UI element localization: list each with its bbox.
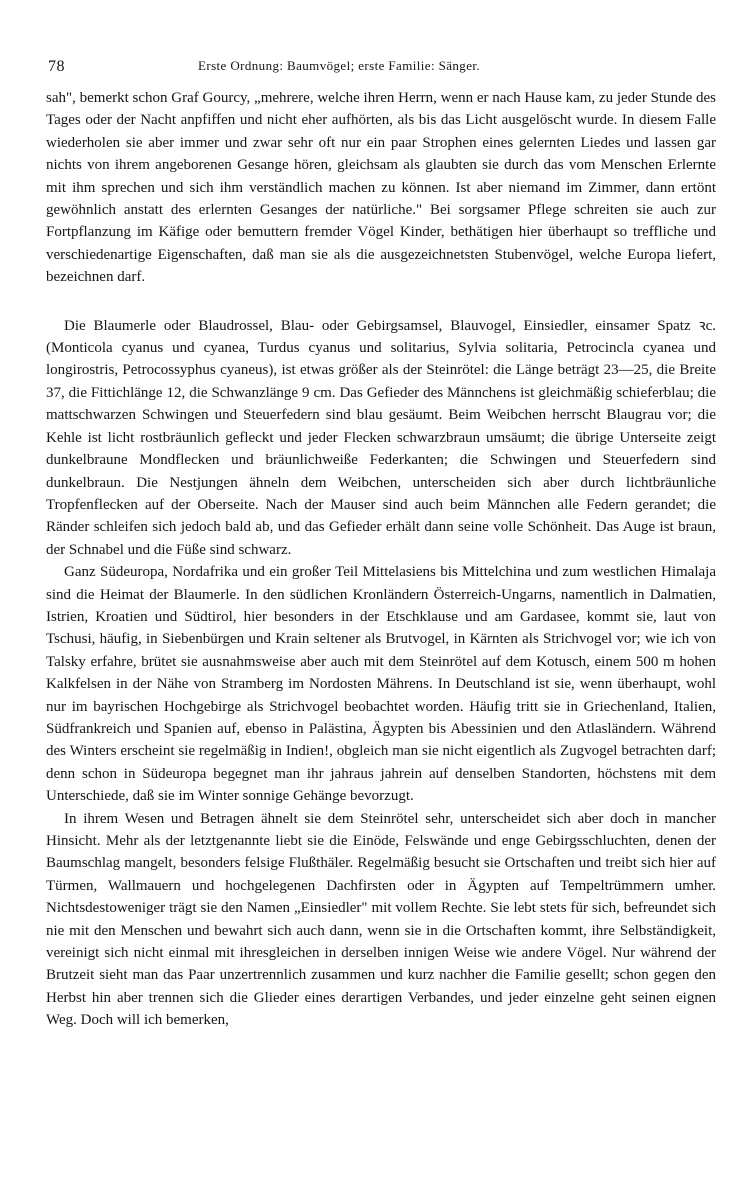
paragraph-gap <box>46 289 716 315</box>
page-header <box>48 58 712 82</box>
paragraph-blaumerle-description: Die Blaumerle oder Blaudrossel, Blau- oder Gebirgsamsel, Blauvogel, Einsiedler, einsamer Spatz ꝛc. (Monticola cyanus und cyanea, Turdus cyanus und solitarius, Sylvia solitaria, Petrocincla cyanea und longirostris, Petrocossyphus cyaneus), ist etwas größer als der Steinrötel: die Länge beträgt 23—25, die Breite 37, die Fittichlänge 12, die Schwanzlänge 9 cm. Das Gefieder des Männchens ist gleichmäßig schieferblau; die mattschwarzen Schwingen und Steuerfedern sind blau gesäumt. Beim Weibchen herrscht Blaugrau vor; die Kehle ist licht rostbräunlich gefleckt und jeder Flecken schwarzbraun umsäumt; die übrige Unterseite zeigt dunkelbraune Mondflecken und bräunlichweiße Federkanten; die Schwingen und Steuerfedern sind dunkelbraun. Die Nestjungen ähneln dem Weibchen, unterscheiden sich aber durch lichtbräunliche Tropfenflecken auf der Oberseite. Nach der Mauser sind auch beim Männchen alle Federn gerandet; die Ränder schleifen sich jedoch bald ab, und das Gefieder erhält dann seine volle Schönheit. Das Auge ist braun, der Schnabel und die Füße sind schwarz. <box>46 317 716 558</box>
page-number: 78 <box>48 58 65 75</box>
paragraph-continuation: sah", bemerkt schon Graf Gourcy, „mehrere, welche ihren Herrn, wenn er nach Hause kam, zu jeder Stunde des Tages oder der Nacht anpfiffen und nicht eher aufhörten, als bis das Licht ausgelöscht wurde. In diesem Falle wiederholen sie aber immer und zwar sehr oft nur ein paar Strophen eines gelernten Liedes und lassen gar nichts von ihrem angeborenen Gesange hören, gleichsam als glaubten sie durch das vom Menschen Erlernte mit ihm sprechen und sich ihm verständlich machen zu können. Ist aber niemand im Zimmer, dann ertönt gewöhnlich anstatt des erlernten Gesanges der natürliche." Bei sorgsamer Pflege schreiten sie auch zur Fortpflanzung im Käfige oder bemuttern fremder Vögel Kinder, bethätigen hier überhaupt so treffliche und verschiedenartige Eigenschaften, daß man sie als die ausgezeichnetsten Stubenvögel, welche Europa liefert, bezeichnen darf. <box>46 90 716 286</box>
paragraph-behavior: In ihrem Wesen und Betragen ähnelt sie dem Steinrötel sehr, unterscheidet sich aber doch in mancher Hinsicht. Mehr als der letztgenannte liebt sie die Einöde, Felswände und enge Gebirgsschluchten, denen der Baumschlag mangelt, besonders felsige Flußthäler. Regelmäßig besucht sie Ortschaften und treibt sich hier auf Türmen, Wallmauern und hochgelegenen Dachfirsten oder in Ägypten auf Tempeltrümmern umher. Nichtsdestoweniger trägt sie den Namen „Einsiedler" mit vollem Rechte. Sie lebt stets für sich, befreundet sich nie mit den Menschen und bewahrt sich auch dann, wenn sie in die Ortschaften kommt, ihre Selbständigkeit, vereinigt sich nicht einmal mit ihresgleichen in derselben innigen Weise wie andere Vögel. Nur während der Brutzeit sieht man das Paar unzertrennlich zusammen und kurz nachher die Familie gesellt; schon gegen den Herbst hin aber trennen sich die Glieder eines derartigen Verbandes, und jeder einzelne geht seinen eignen Weg. Doch will ich bemerken, <box>46 810 716 1029</box>
body-text <box>46 87 716 1032</box>
running-title: Erste Ordnung: Baumvögel; erste Familie: Sänger. <box>198 58 481 73</box>
paragraph-distribution: Ganz Südeuropa, Nordafrika und ein großer Teil Mittelasiens bis Mittelchina und zum westlichen Himalaja sind die Heimat der Blaumerle. In den südlichen Kronländern Österreich-Ungarns, namentlich in Dalmatien, Istrien, Kroatien und Südtirol, hier besonders in der Etschklause und am Gardasee, kommt sie, laut von Tschusi, häufig, in Siebenbürgen und Krain seltener als Brutvogel, in Kärnten als Strichvogel vor; wie ich von Talsky erfahre, brütet sie ausnahmsweise aber auch mit dem Steinrötel auf dem Kotusch, einem 500 m hohen Kalkfelsen in der Nähe von Stramberg im Nordosten Mährens. In Deutschland ist sie, wenn überhaupt, wohl nur im bayrischen Hochgebirge als Strichvogel beobachtet worden. Häufig tritt sie in Griechenland, Italien, Südfrankreich und Spanien auf, ebenso in Palästina, Ägypten bis Abessinien und den Atlasländern. Während des Winters erscheint sie regelmäßig in Indien!, obgleich man sie nicht eigentlich als Zugvogel betrachten darf; denn schon in Südeuropa begegnet man ihr jahraus jahrein auf denselben Standorten, höchstens mit dem Unterschiede, daß sie im Winter sonnige Gehänge bevorzugt. <box>46 564 716 805</box>
